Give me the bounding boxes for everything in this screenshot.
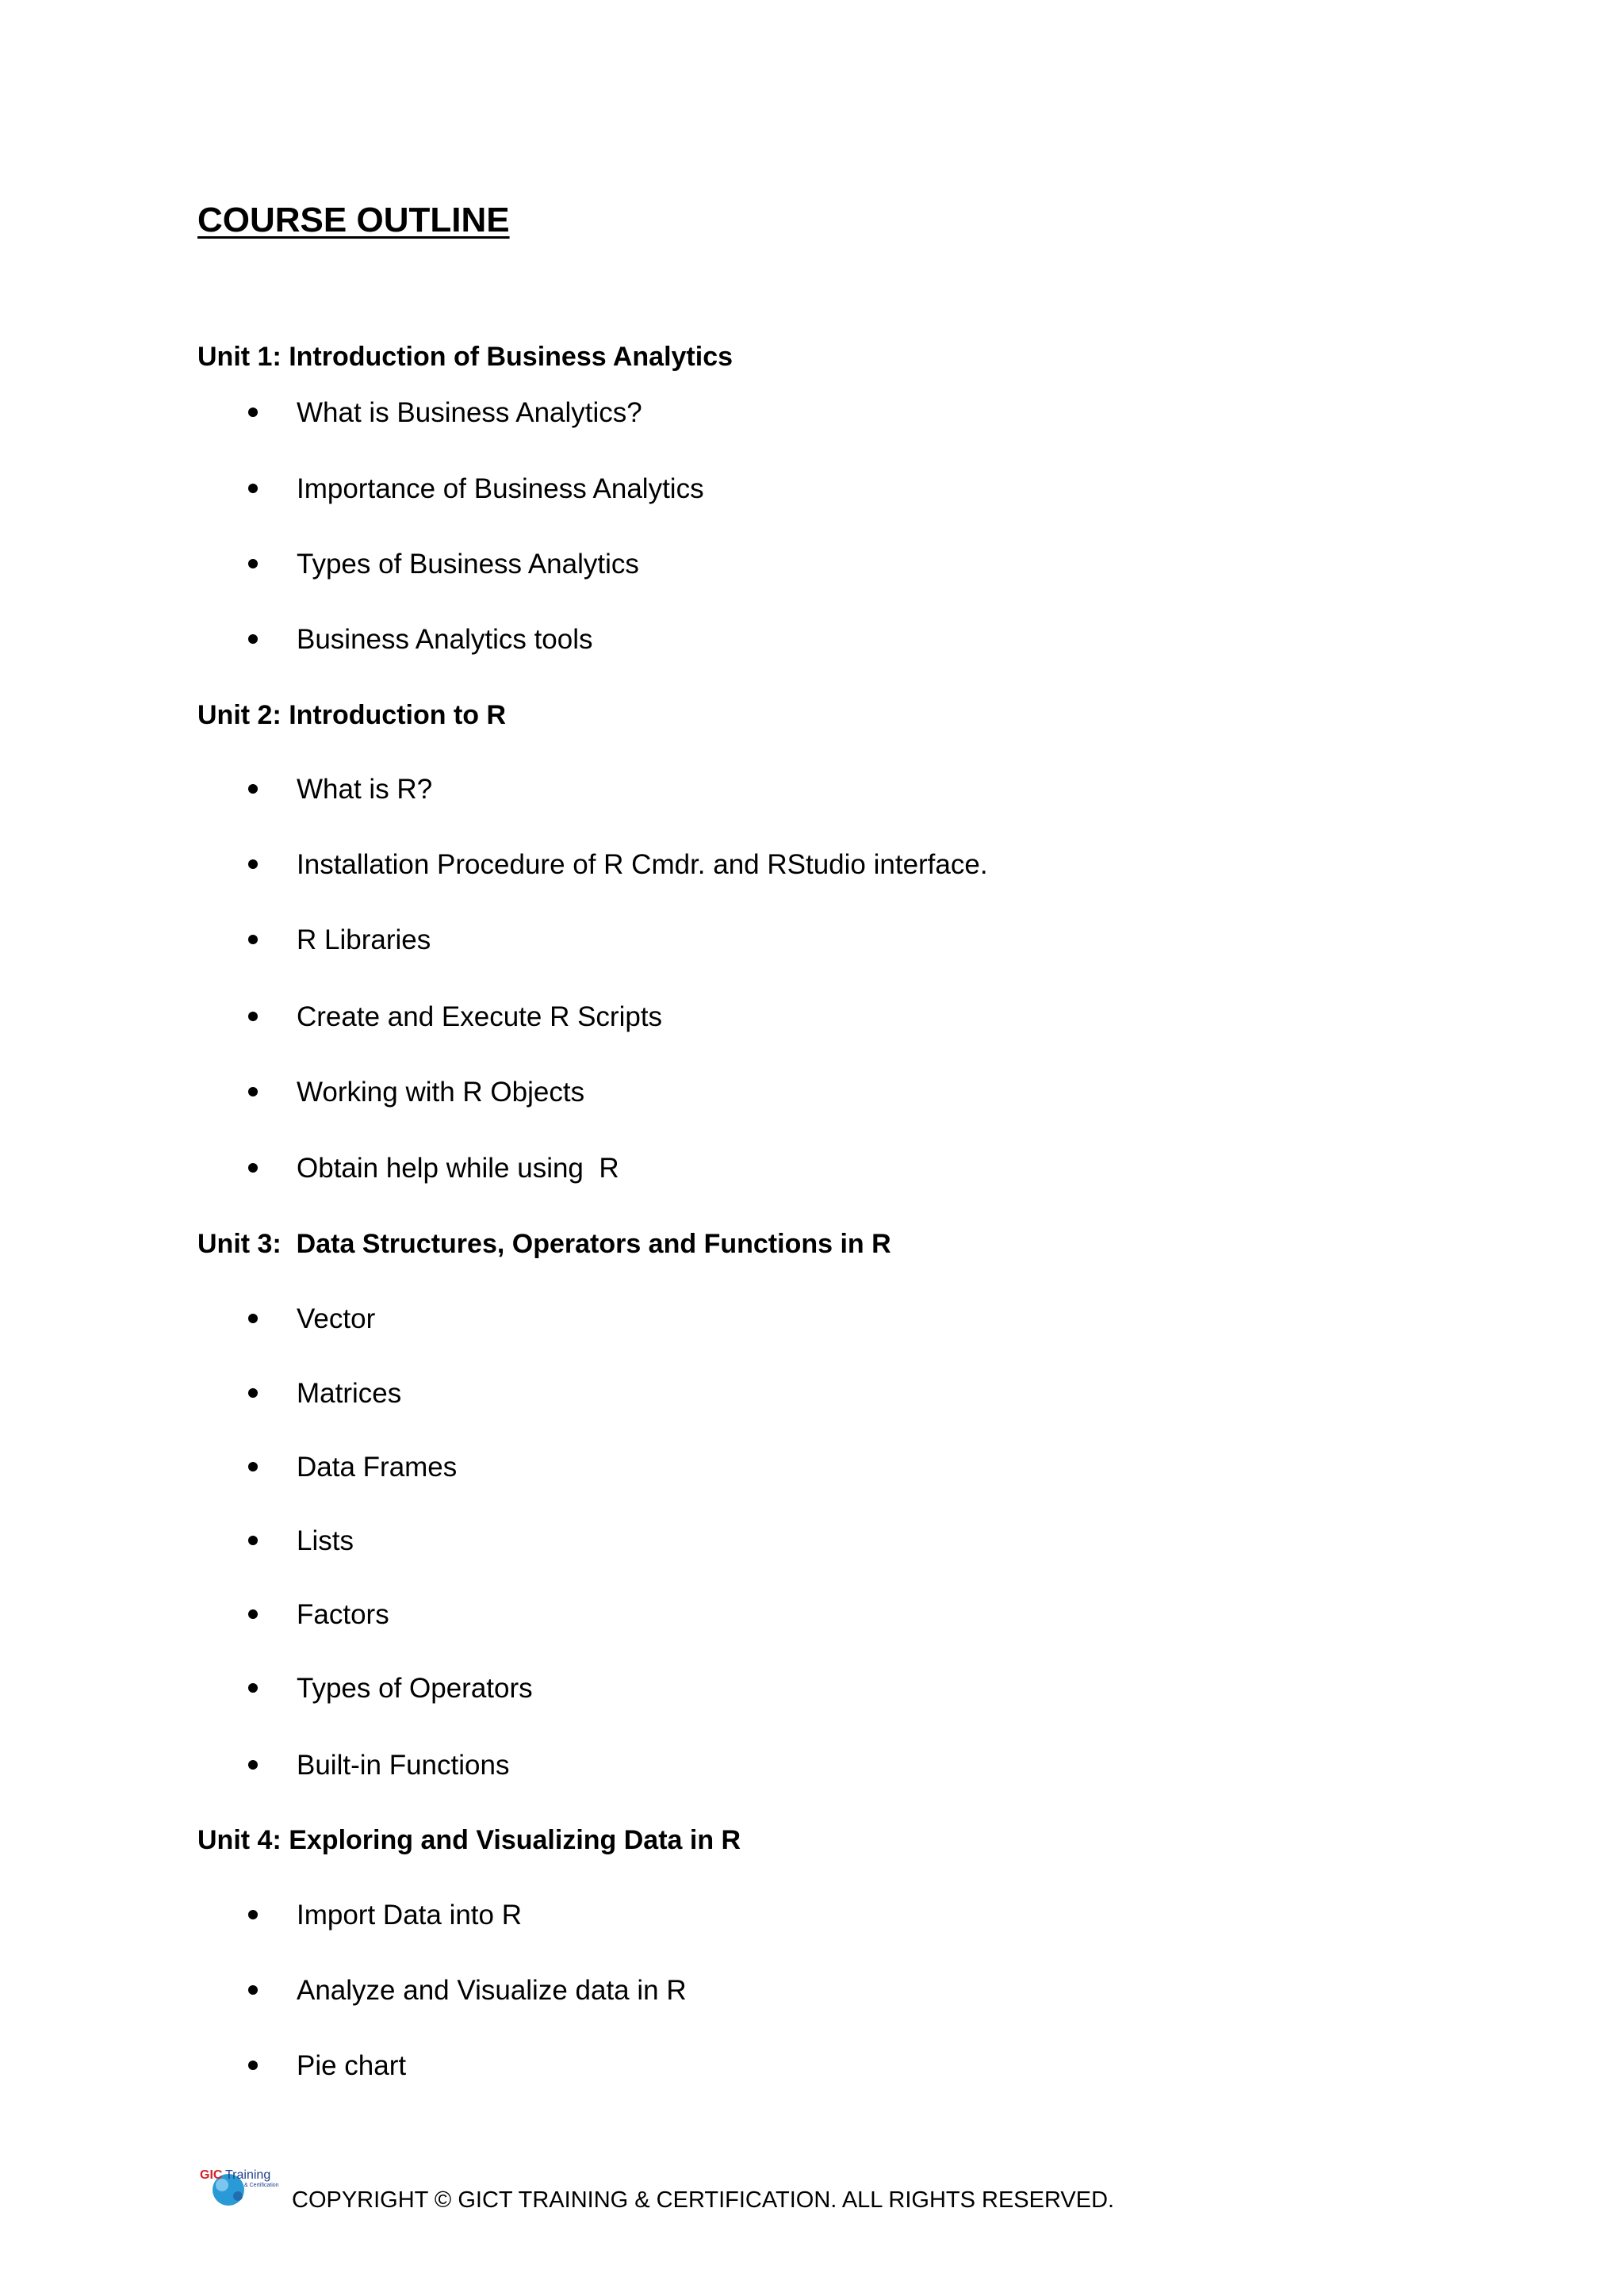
list-item-text: Business Analytics tools	[297, 624, 593, 655]
logo-text-training: Training	[225, 2168, 271, 2182]
list-item-text: R Libraries	[297, 924, 431, 955]
bullet-icon	[248, 1683, 258, 1693]
bullet-icon	[248, 1163, 258, 1173]
list-item-text: Pie chart	[297, 2050, 407, 2081]
list-item	[0, 846, 1269, 884]
bullet-icon	[248, 1462, 258, 1471]
bullet-icon	[248, 859, 258, 869]
list-item-text: Import Data into R	[297, 1900, 522, 1931]
bullet-icon	[248, 1536, 258, 1545]
unit-heading-4: Unit 4: Exploring and Visualizing Data in R	[197, 1825, 741, 1855]
list-item	[0, 394, 1269, 432]
bullet-icon	[248, 2061, 258, 2070]
list-item-text: Importance of Business Analytics	[297, 473, 704, 504]
page-footer	[198, 2155, 1229, 2218]
list-item	[0, 771, 1269, 809]
bullet-icon	[248, 1760, 258, 1770]
list-item	[0, 1596, 1269, 1634]
gict-logo-icon	[198, 2155, 285, 2210]
list-item	[0, 998, 1269, 1036]
bullet-icon	[248, 1087, 258, 1096]
list-item	[0, 2047, 1269, 2085]
bullet-icon	[248, 484, 258, 493]
list-item	[0, 1522, 1269, 1560]
bullet-icon	[248, 408, 258, 417]
bullet-icon	[248, 784, 258, 794]
bullet-icon	[248, 1985, 258, 1995]
list-item-text: Vector	[297, 1303, 376, 1334]
page-title: COURSE OUTLINE	[197, 201, 510, 239]
unit-heading-2: Unit 2: Introduction to R	[197, 700, 507, 730]
list-item	[0, 1300, 1269, 1338]
list-item	[0, 1747, 1269, 1785]
bullet-icon	[248, 935, 258, 944]
bullet-icon	[248, 1012, 258, 1021]
list-item-text: Working with R Objects	[297, 1077, 585, 1108]
bullet-icon	[248, 1609, 258, 1619]
list-item-text: Types of Operators	[297, 1673, 533, 1704]
bullet-icon	[248, 1910, 258, 1919]
list-item	[0, 921, 1269, 959]
bullet-icon	[248, 1314, 258, 1323]
logo-globe-shade	[233, 2191, 243, 2201]
list-item-text: Built-in Functions	[297, 1750, 510, 1781]
bullet-icon	[248, 559, 258, 568]
list-item-text: What is R?	[297, 774, 433, 805]
list-item	[0, 470, 1269, 508]
list-item-text: Data Frames	[297, 1452, 458, 1483]
list-item-text: Installation Procedure of R Cmdr. and RStudio interface.	[297, 849, 988, 880]
list-item	[0, 1375, 1269, 1413]
logo-text-gic: GIC	[200, 2168, 223, 2182]
list-item-text: Factors	[297, 1599, 389, 1630]
list-item-text: Types of Business Analytics	[297, 549, 639, 580]
list-item-text: Analyze and Visualize data in R	[297, 1975, 687, 2006]
list-item-text: Obtain help while using R	[297, 1153, 619, 1184]
unit-heading-1: Unit 1: Introduction of Business Analytics	[197, 342, 733, 372]
list-item-text: Create and Execute R Scripts	[297, 1001, 663, 1032]
list-item	[0, 1073, 1269, 1112]
list-item	[0, 1150, 1269, 1188]
bullet-icon	[248, 1388, 258, 1398]
list-item	[0, 1448, 1269, 1487]
list-item	[0, 1972, 1269, 2010]
list-item-text: What is Business Analytics?	[297, 397, 642, 428]
list-item	[0, 621, 1269, 659]
unit-heading-3: Unit 3: Data Structures, Operators and Functions in R	[197, 1229, 891, 1259]
list-item-text: Matrices	[297, 1378, 402, 1409]
list-item	[0, 1670, 1269, 1708]
list-item-text: Lists	[297, 1525, 354, 1556]
list-item	[0, 1896, 1269, 1934]
copyright-notice: COPYRIGHT © GICT TRAINING & CERTIFICATION. ALL RIGHTS RESERVED.	[292, 2187, 1115, 2213]
list-item	[0, 545, 1269, 584]
bullet-icon	[248, 634, 258, 644]
logo-text-certification: & Certification	[244, 2183, 279, 2188]
